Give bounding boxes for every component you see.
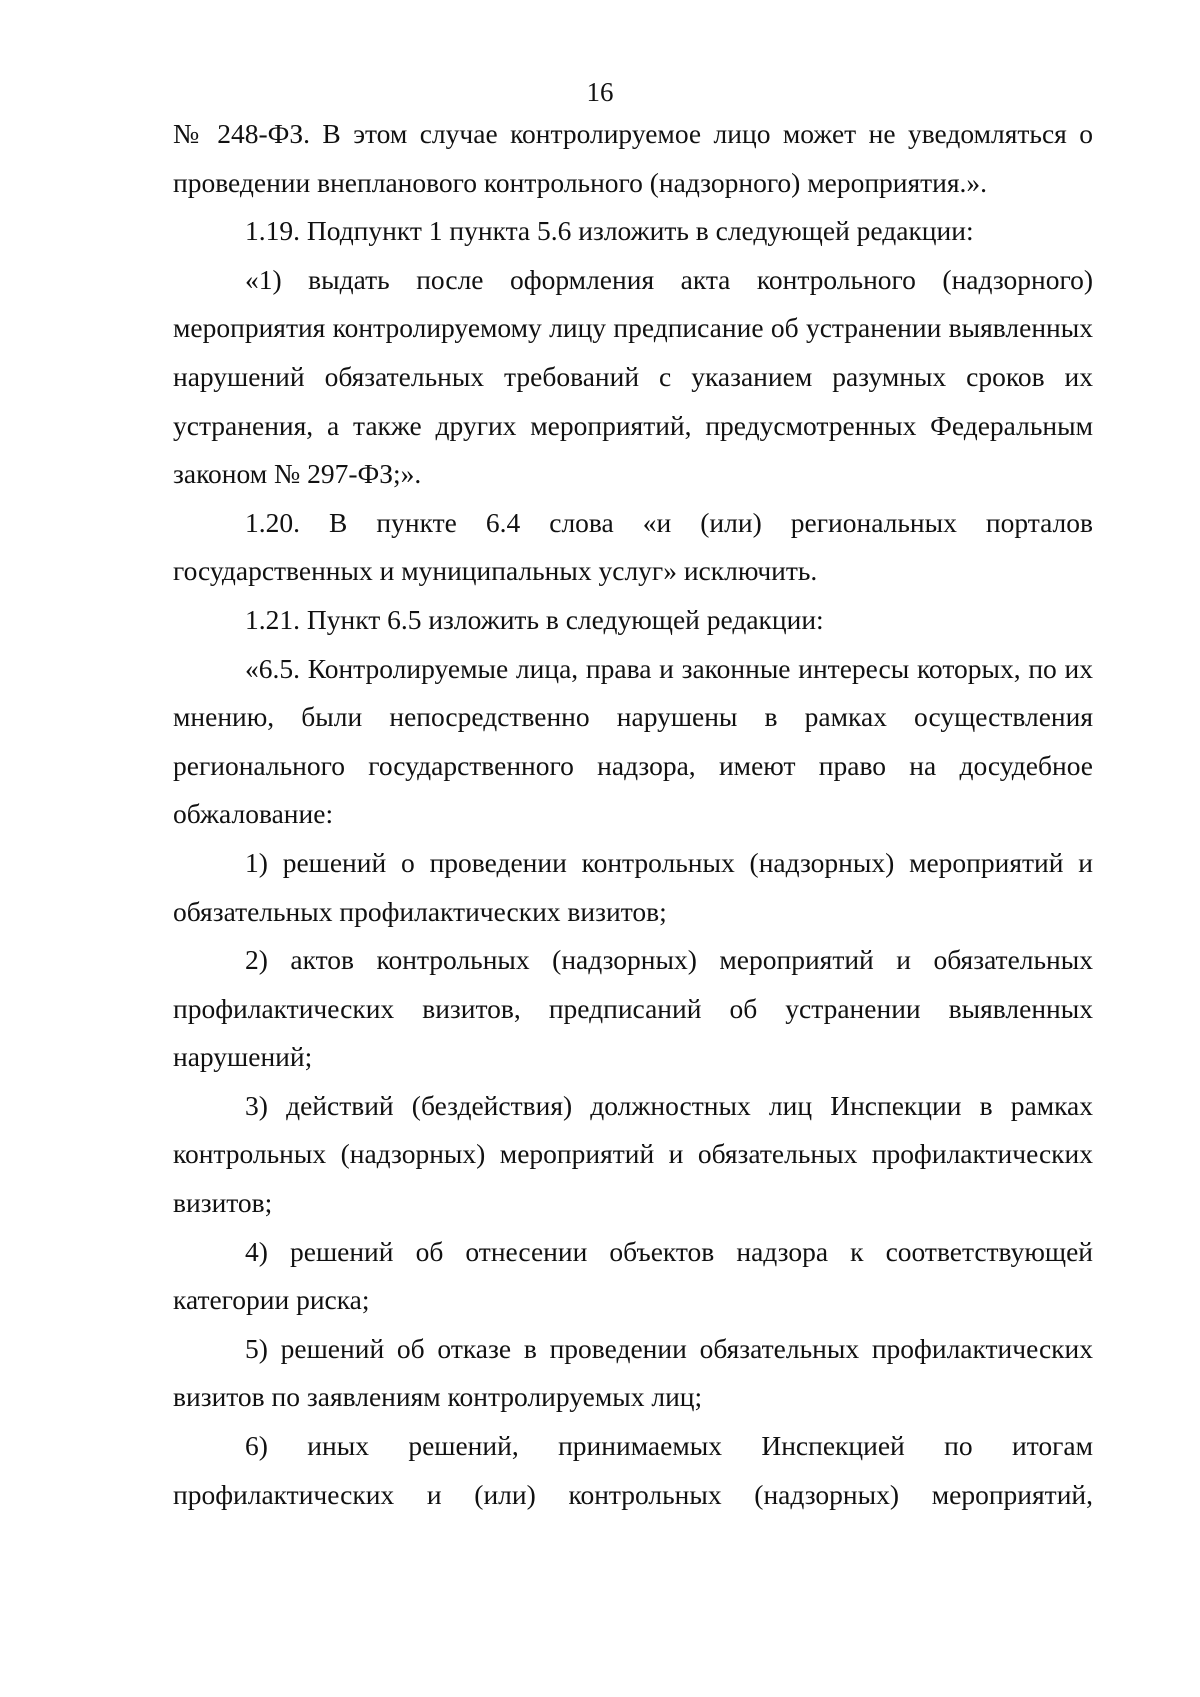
paragraph-item-1-20: 1.20. В пункте 6.4 слова «и (или) региональных порталов государственных и муниципальных услуг» исключить. <box>173 506 1093 587</box>
paragraph-continuation: № 248-ФЗ. В этом случае контролируемое лицо может не уведомляться о проведении внепланового контрольного (надзорного) мероприятия.». <box>173 118 1093 198</box>
list-item-5: 5) решений об отказе в проведении обязательных профилактических визитов по заявлениям контролируемых лиц; <box>173 1332 1093 1413</box>
paragraph-item-1-21: 1.21. Пункт 6.5 изложить в следующей редакции: <box>245 603 824 635</box>
document-body <box>173 110 1093 1519</box>
list-item-4: 4) решений об отнесении объектов надзора к соответствующей категории риска; <box>173 1235 1093 1316</box>
list-item-6: 6) иных решений, принимаемых Инспекцией по итогам профилактических и (или) контрольных (надзорных) мероприятий, <box>173 1430 1093 1510</box>
page-number: 16 <box>586 77 614 107</box>
list-item-3: 3) действий (бездействия) должностных лиц Инспекции в рамках контрольных (надзорных) мероприятий и обязательных профилактических визитов; <box>173 1089 1093 1219</box>
paragraph-item-1-19: 1.19. Подпункт 1 пункта 5.6 изложить в следующей редакции: <box>245 215 974 247</box>
paragraph-quote-subitem-1: «1) выдать после оформления акта контрольного (надзорного) мероприятия контролируемому лицу предписание об устранении выявленных нарушений обязательных требований с указанием разумных сроков их устранения, а также других мероприятий, предусмотренных Федеральным законом № 297-ФЗ;». <box>173 263 1093 490</box>
list-item-2: 2) актов контрольных (надзорных) мероприятий и обязательных профилактических визитов, предписаний об устранении выявленных нарушений; <box>173 944 1093 1073</box>
list-item-1: 1) решений о проведении контрольных (надзорных) мероприятий и обязательных профилактических визитов; <box>173 846 1093 927</box>
paragraph-quote-6-5: «6.5. Контролируемые лица, права и законные интересы которых, по их мнению, были непосредственно нарушены в рамках осуществления регионального государственного надзора, имеют право на досудебное обжалование: <box>173 652 1093 830</box>
